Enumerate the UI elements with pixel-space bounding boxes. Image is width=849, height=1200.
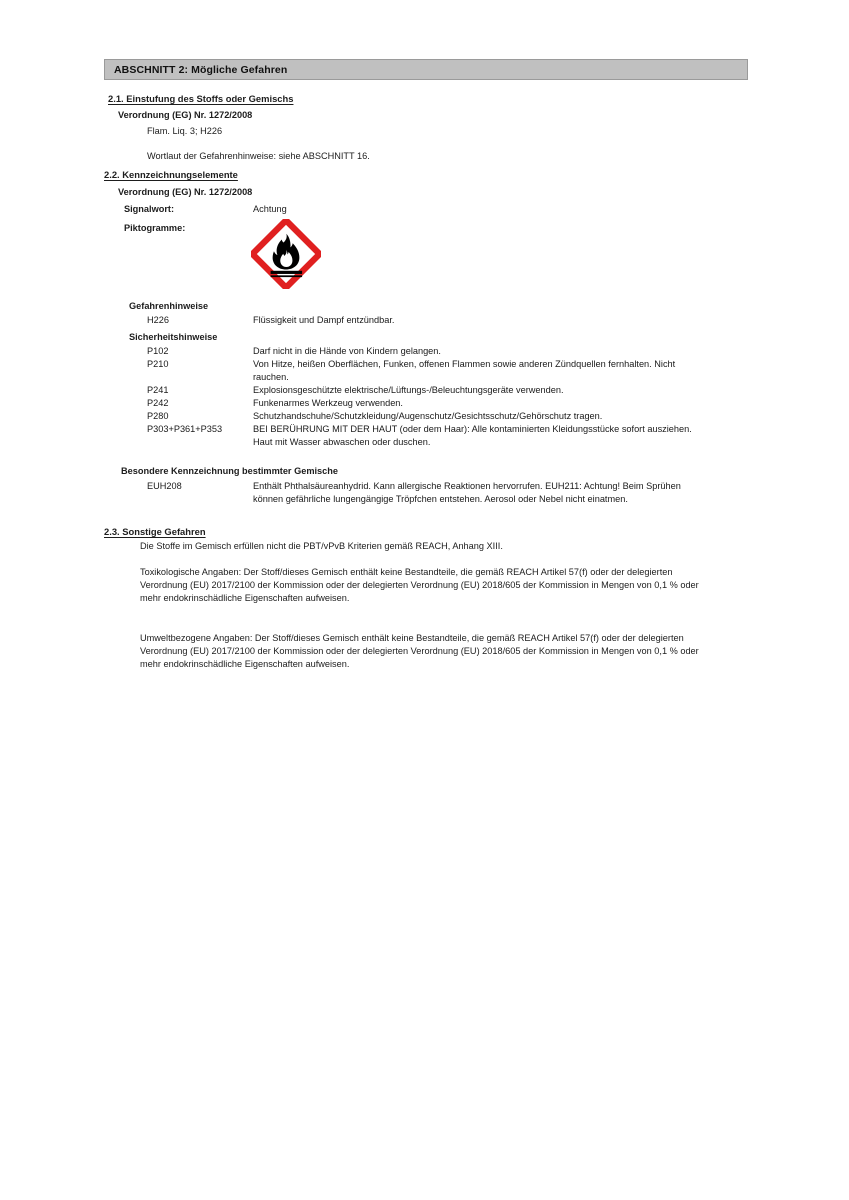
- environmental-statement: Umweltbezogene Angaben: Der Stoff/dieses Gemisch enthält keine Bestandteile, die gemäß REACH Artikel 57(f) oder der delegierten Verordnung (EU) 2017/2100 der Kommission oder der delegierten Verordnung (EU) 2018/605 der Kommission in Mengen von 0,1 % oder mehr endokrinschädliche Eigenschaften aufweisen.: [140, 633, 699, 670]
- precautionary-code: P303+P361+P353: [147, 424, 223, 434]
- heading-2-3: 2.3. Sonstige Gefahren: [104, 526, 206, 537]
- classification-2-1: Flam. Liq. 3; H226: [147, 126, 223, 136]
- section-header-bar: [104, 59, 748, 80]
- precautionary-text: Funkenarmes Werkzeug verwenden.: [253, 398, 403, 408]
- hazard-text: Flüssigkeit und Dampf entzündbar.: [253, 315, 395, 325]
- precautionary-text: Explosionsgeschützte elektrische/Lüftungs-/Beleuchtungsgeräte verwenden.: [253, 385, 564, 395]
- precautionary-heading: Sicherheitshinweise: [129, 332, 218, 342]
- ghs02-flame-icon: [251, 219, 321, 289]
- section-title: ABSCHNITT 2: Mögliche Gefahren: [114, 63, 288, 76]
- regulation-2-1: Verordnung (EG) Nr. 1272/2008: [118, 110, 253, 120]
- signal-word-value: Achtung: [253, 204, 287, 214]
- precautionary-text: Darf nicht in die Hände von Kindern gelangen.: [253, 346, 441, 356]
- precautionary-code: P242: [147, 398, 169, 408]
- pictograms-label: Piktogramme:: [124, 223, 186, 233]
- hazard-statements-heading: Gefahrenhinweise: [129, 301, 209, 311]
- precautionary-text: Von Hitze, heißen Oberflächen, Funken, offenen Flammen sowie anderen Zündquellen fernhalten. Nicht rauchen.: [253, 359, 676, 382]
- hazard-code: H226: [147, 315, 169, 325]
- precautionary-code: P241: [147, 385, 169, 395]
- heading-2-2: 2.2. Kennzeichnungselemente: [104, 169, 238, 180]
- pbt-statement: Die Stoffe im Gemisch erfüllen nicht die PBT/vPvB Kriterien gemäß REACH, Anhang XIII.: [140, 541, 503, 551]
- precautionary-text: Schutzhandschuhe/Schutzkleidung/Augenschutz/Gesichtsschutz/Gehörschutz tragen.: [253, 411, 603, 421]
- regulation-2-2: Verordnung (EG) Nr. 1272/2008: [118, 187, 253, 197]
- special-labelling-text: Enthält Phthalsäureanhydrid. Kann allergische Reaktionen hervorrufen. EUH211: Achtung! Beim Sprühen können gefährliche lungengängige Tröpfchen entstehen. Aerosol oder Nebel nicht einatmen.: [253, 481, 681, 504]
- precautionary-code: P102: [147, 346, 169, 356]
- precautionary-text: BEI BERÜHRUNG MIT DER HAUT (oder dem Haar): Alle kontaminierten Kleidungsstücke sofort ausziehen. Haut mit Wasser abwaschen oder duschen.: [253, 424, 692, 447]
- special-labelling-code: EUH208: [147, 481, 182, 491]
- precautionary-code: P210: [147, 359, 169, 369]
- toxicological-statement: Toxikologische Angaben: Der Stoff/dieses Gemisch enthält keine Bestandteile, die gemäß REACH Artikel 57(f) oder der delegierten Verordnung (EU) 2017/2100 der Kommission oder der delegierten Verordnung (EU) 2018/605 der Kommission in Mengen von 0,1 % oder mehr endokrinschädliche Eigenschaften aufweisen.: [140, 567, 699, 604]
- precautionary-code: P280: [147, 411, 169, 421]
- signal-word-label: Signalwort:: [124, 204, 175, 214]
- hazard-wording-note: Wortlaut der Gefahrenhinweise: siehe ABSCHNITT 16.: [147, 151, 370, 161]
- heading-2-1: 2.1. Einstufung des Stoffs oder Gemischs: [108, 93, 294, 104]
- special-labelling-heading: Besondere Kennzeichnung bestimmter Gemische: [121, 466, 338, 476]
